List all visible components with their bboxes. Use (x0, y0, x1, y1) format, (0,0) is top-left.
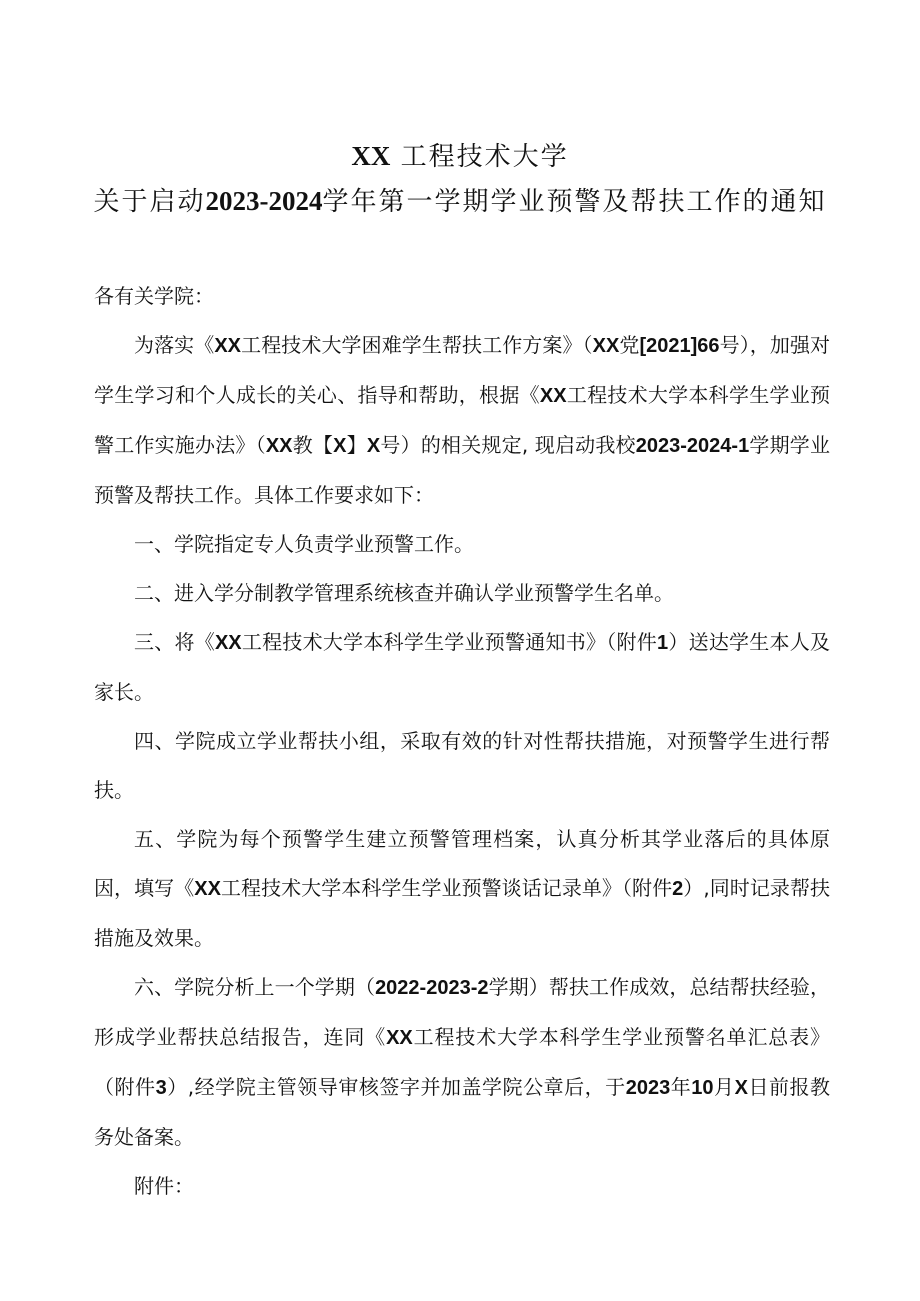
item6-bold-2: XX (386, 1027, 413, 1049)
item5-text-3: ）,同时记录帮扶措施及效果。 (94, 876, 831, 950)
list-item-2: 二、进入学分制教学管理系统核查并确认学业预警学生名单。 (134, 581, 674, 605)
title-notice-rest: 学年第一学期学业预警及帮扶工作的通知 (322, 187, 827, 217)
list-item-1: 一、学院指定专人负责学业预警工作。 (134, 532, 474, 556)
list-item-5 (94, 815, 830, 963)
document-body (94, 321, 830, 1211)
intro-bold-5: XX (265, 435, 293, 457)
intro-text-2: 工程技术大学困难学生帮扶工作方案》（ (241, 333, 593, 357)
list-item-6 (94, 963, 830, 1162)
item3-text-3: ）送达学生本人及家长。 (94, 630, 831, 704)
item6-text-6: 月 (713, 1075, 735, 1099)
item6-text-7: 日前报教务处备案。 (94, 1075, 831, 1149)
attachments-label: 附件： (134, 1174, 194, 1198)
intro-bold-8: 2023-2024-1 (635, 435, 750, 457)
document-title-school (0, 136, 920, 173)
list-item-4: 四、学院成立学业帮扶小组，采取有效的针对性帮扶措施，对预警学生进行帮扶。 (94, 729, 830, 802)
item6-bold-5: 10 (691, 1077, 714, 1099)
item3-bold-1: XX (214, 632, 242, 654)
salutation: 各有关学院： (94, 284, 214, 308)
intro-text-7: 】 (346, 433, 367, 457)
intro-bold-1: XX (214, 335, 242, 357)
intro-text-3: 党 (619, 333, 640, 357)
item6-bold-3: 3 (155, 1077, 167, 1099)
item6-text-2: 学期）帮扶工作成效，总结帮扶经验，形成学业帮扶总结报告，连同《 (94, 975, 831, 1049)
document-title-notice (20, 181, 900, 218)
item6-text-4: ）,经学院主管领导审核签字并加盖学院公章后，于 (166, 1075, 626, 1099)
item3-text-2: 工程技术大学本科学生学业预警通知书》（附件 (241, 630, 657, 654)
item5-text-1: 五、学院为每个预警学生建立预警管理档案，认真分析其学业落后的具体原因，填写《 (94, 827, 830, 900)
item6-text-5: 年 (670, 1075, 692, 1099)
intro-bold-2: XX (592, 335, 620, 357)
title-notice-pre: 关于启动 (93, 187, 206, 217)
item5-bold-2: 2 (672, 878, 684, 900)
title-school-prefix: XX (351, 141, 391, 171)
list-item-3 (94, 618, 830, 717)
item6-text-3: 工程技术大学本科学生学业预警名单汇总表》（附件 (94, 1025, 831, 1099)
item6-bold-1: 2022-2023-2 (375, 977, 489, 999)
item5-bold-1: XX (194, 878, 221, 900)
item6-text-1: 六、学院分析上一个学期（ (134, 975, 376, 999)
intro-text-9: 学期学业预警及帮扶工作。具体工作要求如下： (94, 433, 831, 507)
intro-paragraph (94, 321, 830, 520)
intro-text-5: 工程技术大学本科学生学业预警工作实施办法》（ (94, 383, 831, 457)
title-school-name: 工程技术大学 (400, 142, 569, 172)
intro-bold-4: XX (539, 385, 567, 407)
item5-text-2: 工程技术大学本科学生学业预警谈话记录单》（附件 (220, 876, 673, 900)
item3-text-1: 三、将《 (134, 630, 215, 654)
intro-text-4: 号），加强对学生学习和个人成长的关心、指导和帮助，根据《 (94, 333, 831, 407)
intro-text-8: 号）的相关规定, 现启动我校 (380, 433, 636, 457)
intro-text-6: 教【 (292, 433, 334, 457)
item3-bold-2: 1 (656, 632, 669, 654)
intro-bold-3: [2021]66 (639, 335, 720, 357)
intro-bold-6: X (333, 435, 347, 457)
title-notice-year: 2023-2024 (205, 186, 323, 216)
intro-bold-7: X (366, 435, 381, 457)
intro-text-1: 为落实《 (134, 333, 215, 357)
item6-bold-6: X (734, 1077, 748, 1099)
item6-bold-4: 2023 (625, 1077, 671, 1099)
